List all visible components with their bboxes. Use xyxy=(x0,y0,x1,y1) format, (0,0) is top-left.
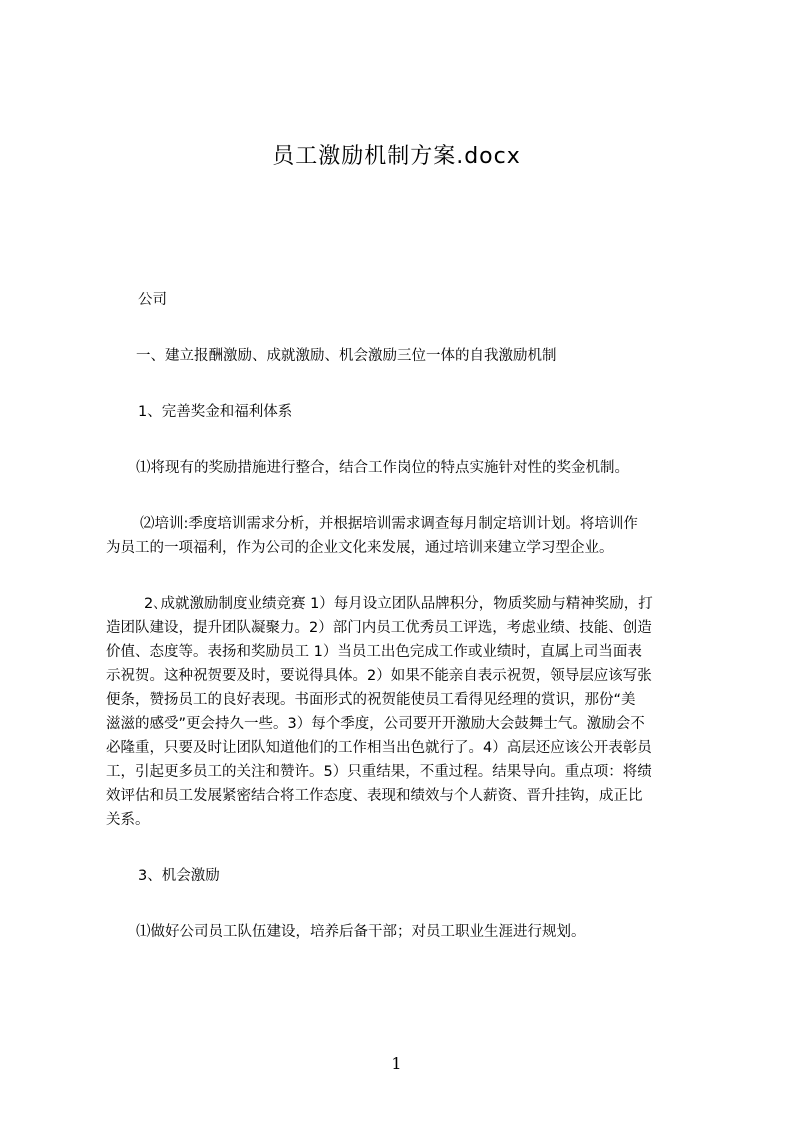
text-line: 示祝贺。这种祝贺要及时，要说得具体。2）如果不能亲自表示祝贺，领导层应该写张 xyxy=(106,668,652,684)
text-line: 2､成就激励制度业绩竞赛 1）每月设立团队品牌积分，物质奖励与精神奖励，打 xyxy=(144,596,653,612)
paragraph-company: 公司 xyxy=(138,292,167,308)
text-line: 必隆重，只要及时让团队知道他们的工作相当出色就行了。4）高层还应该公开表彰员 xyxy=(106,740,652,756)
heading-subsection-bonus: 1、完善奖金和福利体系 xyxy=(138,404,293,420)
document-body xyxy=(106,288,700,944)
heading-subsection-opportunity: 3、机会激励 xyxy=(138,868,220,884)
text-line: ⑵培训:季度培训需求分析，并根据培训需求调查每月制定培训计划。将培训作 xyxy=(140,516,638,532)
text-line: 价值、态度等。表扬和奖励员工 1）当员工出色完成工作或业绩时，直属上司当面表 xyxy=(106,644,642,660)
document-title: 员工激励机制方案.docx xyxy=(272,144,521,169)
paragraph-achievement-incentive xyxy=(106,592,700,832)
paragraph-training xyxy=(106,512,700,560)
paragraph-team-building: ⑴做好公司员工队伍建设，培养后备干部；对员工职业生涯进行规划。 xyxy=(136,924,586,940)
text-line: 工，引起更多员工的关注和赞许。5）只重结果，不重过程。结果导向。重点项：将绩 xyxy=(106,764,652,780)
text-line: 为员工的一项福利，作为公司的企业文化来发展，通过培训来建立学习型企业。 xyxy=(106,540,614,556)
text-line: 造团队建设，提升团队凝聚力。2）部门内员工优秀员工评选，考虑业绩、技能、创造 xyxy=(106,620,652,636)
heading-section-one: 一、建立报酬激励、成就激励、机会激励三位一体的自我激励机制 xyxy=(136,348,557,364)
text-line: 关系。 xyxy=(106,812,150,828)
page-number: 1 xyxy=(391,1054,402,1073)
text-line: 效评估和员工发展紧密结合将工作态度、表现和绩效与个人薪资、晋升挂钩，成正比 xyxy=(106,788,643,804)
text-line: 滋滋的感受”更会持久一些。3）每个季度，公司要开开激励大会鼓舞士气。激励会不 xyxy=(106,716,645,732)
text-line: 便条，赞扬员工的良好表现。书面形式的祝贺能使员工看得见经理的赏识，那份“美 xyxy=(106,692,636,708)
paragraph-bonus-integration: ⑴将现有的奖励措施进行整合，结合工作岗位的特点实施针对性的奖金机制。 xyxy=(136,460,629,476)
